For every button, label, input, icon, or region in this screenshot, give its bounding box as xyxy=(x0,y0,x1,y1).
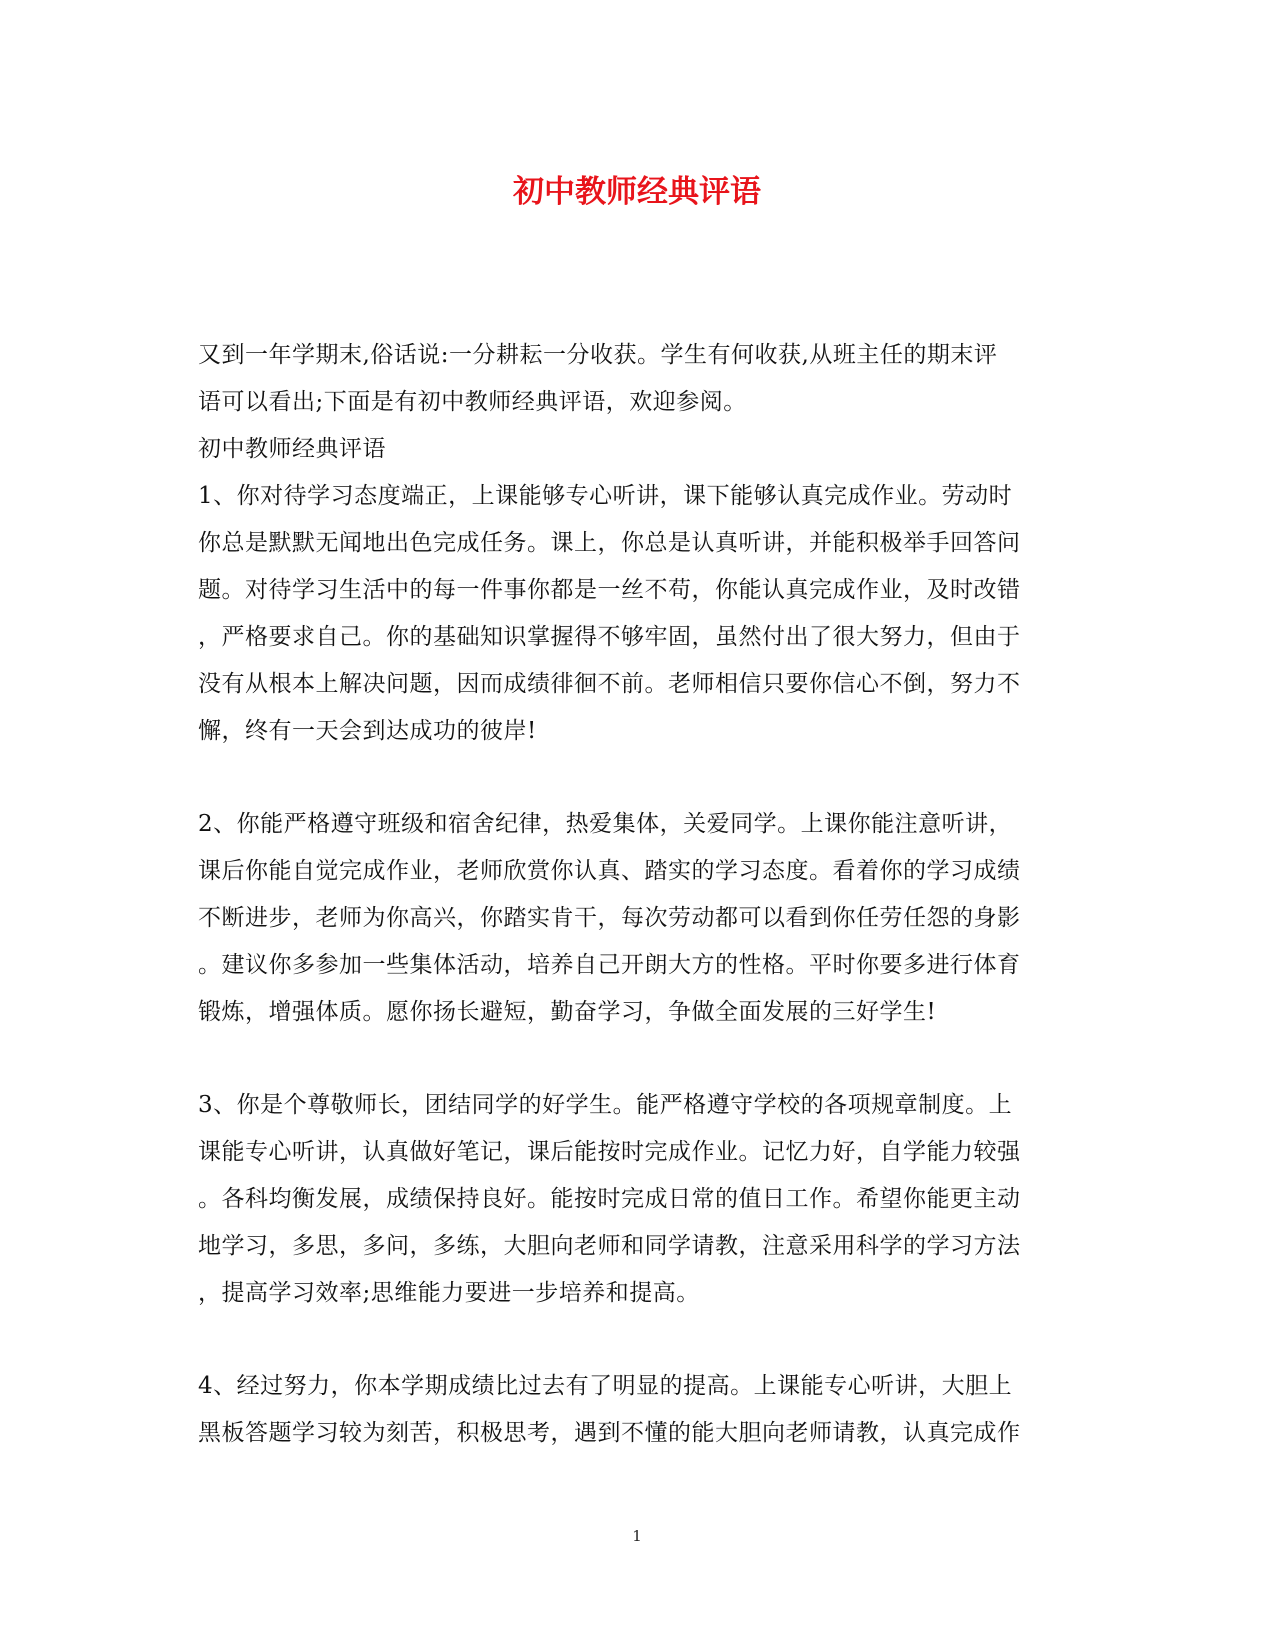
paragraph-line: 。各科均衡发展，成绩保持良好。能按时完成日常的值日工作。希望你能更主动 xyxy=(198,1186,1021,1212)
paragraph-line: 课后你能自觉完成作业，老师欣赏你认真、踏实的学习态度。看着你的学习成绩 xyxy=(198,858,1021,884)
page-number: 1 xyxy=(632,1527,642,1545)
paragraph-line: 。建议你多参加一些集体活动，培养自己开朗大方的性格。平时你要多进行体育 xyxy=(198,952,1021,978)
paragraph-line: 没有从根本上解决问题，因而成绩徘徊不前。老师相信只要你信心不倒，努力不 xyxy=(198,671,1021,697)
document-body xyxy=(198,332,1078,1457)
intro-line: 又到一年学期末,俗话说:一分耕耘一分收获。学生有何收获,从班主任的期末评 xyxy=(198,342,998,368)
paragraph-line: 2、你能严格遵守班级和宿舍纪律，热爱集体，关爱同学。上课你能注意听讲， xyxy=(198,811,1013,837)
comment-paragraph-3 xyxy=(198,1082,1078,1317)
paragraph-line: ，严格要求自己。你的基础知识掌握得不够牢固，虽然付出了很大努力，但由于 xyxy=(198,624,1021,650)
comment-paragraph-2 xyxy=(198,801,1078,1036)
paragraph-line: 不断进步，老师为你高兴，你踏实肯干，每次劳动都可以看到你任劳任怨的身影 xyxy=(198,905,1021,931)
paragraph-line: 3、你是个尊敬师长，团结同学的好学生。能严格遵守学校的各项规章制度。上 xyxy=(198,1092,1013,1118)
intro-line: 语可以看出;下面是有初中教师经典评语，欢迎参阅。 xyxy=(198,389,747,415)
paragraph-line: 懈，终有一天会到达成功的彼岸! xyxy=(198,718,537,744)
comment-paragraph-4 xyxy=(198,1363,1078,1457)
paragraph-gap xyxy=(198,1317,1078,1363)
paragraph-line: 4、经过努力，你本学期成绩比过去有了明显的提高。上课能专心听讲，大胆上 xyxy=(198,1373,1013,1399)
paragraph-line: 地学习，多思，多问，多练，大胆向老师和同学请教，注意采用科学的学习方法 xyxy=(198,1233,1021,1259)
paragraph-line: 题。对待学习生活中的每一件事你都是一丝不苟，你能认真完成作业，及时改错 xyxy=(198,577,1021,603)
paragraph-line: ，提高学习效率;思维能力要进一步培养和提高。 xyxy=(198,1280,700,1306)
paragraph-line: 1、你对待学习态度端正，上课能够专心听讲，课下能够认真完成作业。劳动时 xyxy=(198,483,1013,509)
paragraph-line: 你总是默默无闻地出色完成任务。课上，你总是认真听讲，并能积极举手回答问 xyxy=(198,530,1021,556)
paragraph-gap xyxy=(198,1036,1078,1082)
comment-paragraph-1 xyxy=(198,473,1078,755)
paragraph-line: 课能专心听讲，认真做好笔记，课后能按时完成作业。记忆力好，自学能力较强 xyxy=(198,1139,1021,1165)
paragraph-line: 黑板答题学习较为刻苦，积极思考，遇到不懂的能大胆向老师请教，认真完成作 xyxy=(198,1420,1021,1446)
paragraph-line: 锻炼，增强体质。愿你扬长避短，勤奋学习，争做全面发展的三好学生! xyxy=(198,999,937,1025)
document-title: 初中教师经典评语 xyxy=(513,174,761,210)
section-heading: 初中教师经典评语 xyxy=(198,436,386,462)
paragraph-gap xyxy=(198,755,1078,801)
